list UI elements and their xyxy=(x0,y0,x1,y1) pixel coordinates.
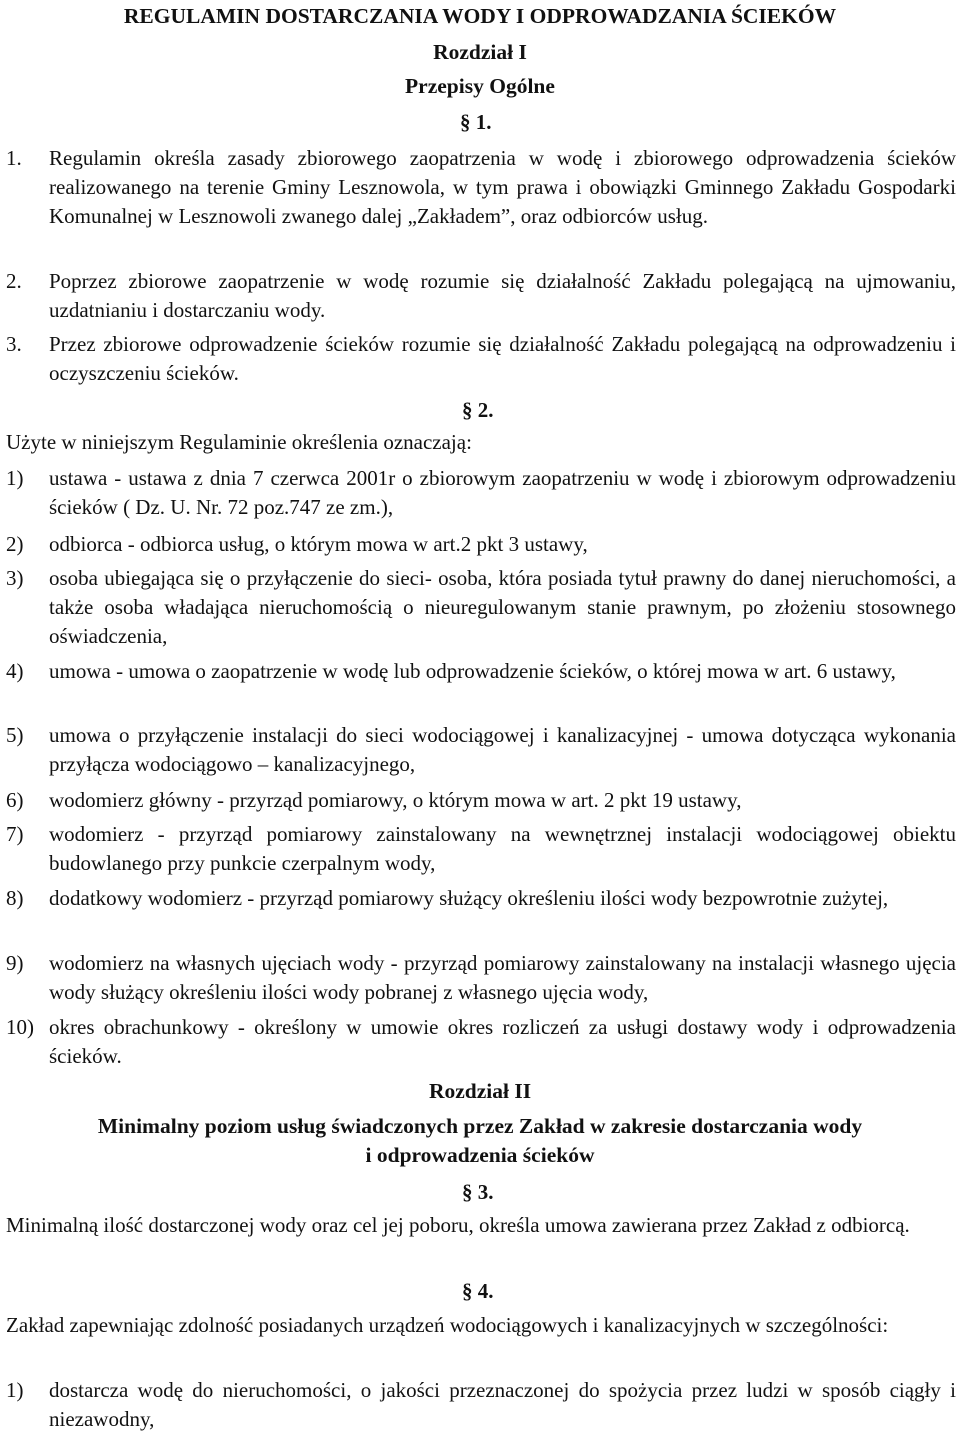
list-item-number: 10) xyxy=(6,1015,34,1039)
list-item xyxy=(6,267,956,325)
definition-item xyxy=(6,721,956,779)
list-item-number: 2) xyxy=(6,532,24,556)
document-title: REGULAMIN DOSTARCZANIA WODY I ODPROWADZANIA ŚCIEKÓW xyxy=(123,4,837,28)
chapter-2-label: Rozdział II xyxy=(428,1079,532,1103)
list-item-text: Regulamin określa zasady zbiorowego zaopatrzenia w wodę i zbiorowego odprowadzenia ścieków realizowanego na terenie Gminy Lesznowola, w tym prawa i obowiązki Gminnego Zakładu Gospodarki Komunalnej w Lesznowoli zwanego dalej „Zakładem”, oraz odbiorców usług. xyxy=(49,146,956,228)
definition-item xyxy=(6,949,956,1007)
list-item-text: umowa - umowa o zaopatrzenie w wodę lub odprowadzenie ścieków, o której mowa w art. 6 ustawy, xyxy=(49,659,896,683)
list-item-text: okres obrachunkowy - określony w umowie okres rozliczeń za usługi dostawy wody i odprowadzenia ścieków. xyxy=(49,1015,956,1068)
section-2-heading: § 2. xyxy=(462,398,494,422)
list-item-number: 9) xyxy=(6,951,24,975)
list-item-number: 2. xyxy=(6,269,22,293)
chapter-1-label: Rozdział I xyxy=(433,40,527,64)
section-2-intro: Użyte w niniejszym Regulaminie określenia oznaczają: xyxy=(6,430,472,454)
chapter-2-title-line1: Minimalny poziom usług świadczonych przez Zakład w zakresie dostarczania wody xyxy=(97,1114,863,1138)
definition-item xyxy=(6,564,956,651)
list-item-text: wodomierz główny - przyrząd pomiarowy, o którym mowa w art. 2 pkt 19 ustawy, xyxy=(49,788,742,812)
chapter-1-title: Przepisy Ogólne xyxy=(405,74,555,98)
section-3-heading: § 3. xyxy=(462,1180,494,1204)
definition-item xyxy=(6,530,956,559)
list-item-number: 6) xyxy=(6,788,24,812)
list-item-number: 3. xyxy=(6,332,22,356)
list-item-number: 1) xyxy=(6,466,24,490)
list-item-text: Poprzez zbiorowe zaopatrzenie w wodę rozumie się działalność Zakładu polegającą na ujmowaniu, uzdatnianiu i dostarczaniu wody. xyxy=(49,269,956,322)
section-1-heading: § 1. xyxy=(460,110,492,134)
list-item-text: odbiorca - odbiorca usług, o którym mowa w art.2 pkt 3 ustawy, xyxy=(49,532,588,556)
definition-item xyxy=(6,464,956,522)
list-item-number: 1) xyxy=(6,1378,24,1402)
list-item xyxy=(6,144,956,260)
list-item-text: umowa o przyłączenie instalacji do sieci wodociągowej i kanalizacyjnej - umowa dotycząca wykonania przyłącza wodociągowo – kanalizacyjnego, xyxy=(49,723,956,776)
list-item-text: dostarcza wodę do nieruchomości, o jakości przeznaczonej do spożycia przez ludzi w sposób ciągły i niezawodny, xyxy=(49,1378,956,1431)
list-item-number: 3) xyxy=(6,566,24,590)
list-item-text: osoba ubiegająca się o przyłączenie do sieci- osoba, która posiada tytuł prawny do danej nieruchomości, a także osoba władająca nieruchomością o nieuregulowanym stanie prawnym, po złożeniu stosownego oświadczenia, xyxy=(49,566,956,648)
list-item-text: ustawa - ustawa z dnia 7 czerwca 2001r o zbiorowym zaopatrzeniu w wodę i zbiorowym odprowadzeniu ścieków ( Dz. U. Nr. 72 poz.747 ze zm.), xyxy=(49,466,956,519)
list-item-number: 4) xyxy=(6,659,24,683)
list-item-number: 7) xyxy=(6,822,24,846)
list-item-text: Przez zbiorowe odprowadzenie ścieków rozumie się działalność Zakładu polegającą na odprowadzeniu i oczyszczeniu ścieków. xyxy=(49,332,956,385)
list-item-text: wodomierz na własnych ujęciach wody - przyrząd pomiarowy zainstalowany na instalacji własnego ujęcia wody służący określeniu ilości wody pobranej z własnego ujęcia wody, xyxy=(49,951,956,1004)
section-4-intro: Zakład zapewniając zdolność posiadanych urządzeń wodociągowych i kanalizacyjnych w szczególności: xyxy=(6,1313,889,1337)
definition-item xyxy=(6,884,956,942)
definition-item xyxy=(6,1013,956,1071)
list-item-number: 5) xyxy=(6,723,24,747)
chapter-2-title-line2: i odprowadzenia ścieków xyxy=(365,1143,595,1167)
definition-item xyxy=(6,820,956,878)
list-item-text: wodomierz - przyrząd pomiarowy zainstalowany na wewnętrznej instalacji wodociągowej obiektu budowlanego przy punkcie czerpalnym wody, xyxy=(49,822,956,875)
section-3-text: Minimalną ilość dostarczonej wody oraz cel jej poboru, określa umowa zawierana przez Zakład z odbiorcą. xyxy=(6,1213,910,1237)
definition-item xyxy=(6,786,956,815)
list-item-number: 1. xyxy=(6,146,22,170)
list-item xyxy=(6,1376,956,1434)
definition-item xyxy=(6,657,956,715)
list-item-number: 8) xyxy=(6,886,24,910)
list-item xyxy=(6,330,956,388)
section-4-heading: § 4. xyxy=(462,1279,494,1303)
list-item-text: dodatkowy wodomierz - przyrząd pomiarowy służący określeniu ilości wody bezpowrotnie zużytej, xyxy=(49,886,889,910)
